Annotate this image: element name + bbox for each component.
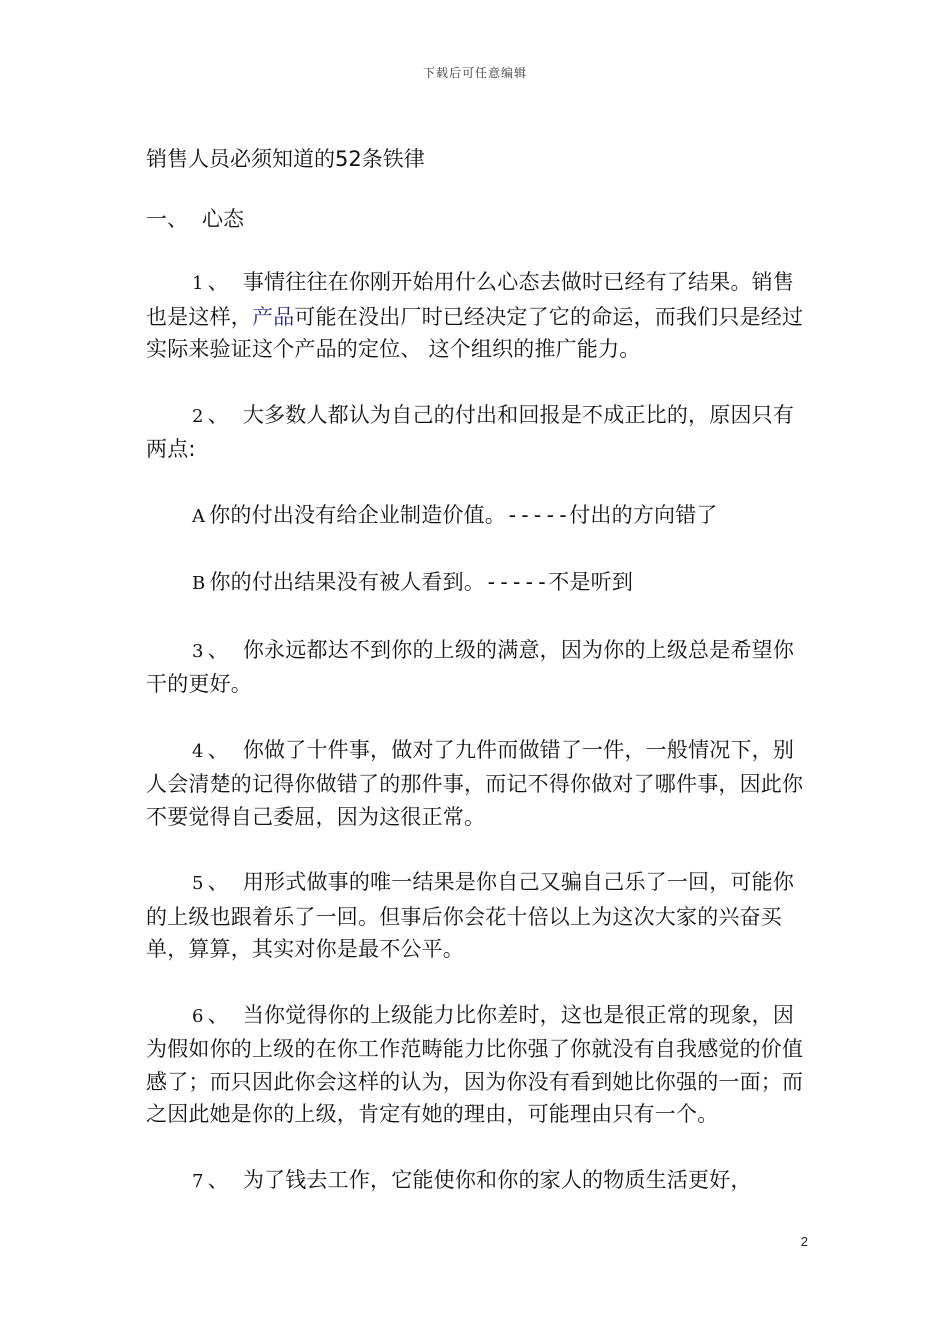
- rule-separator: 、: [207, 1002, 229, 1027]
- page-header: 下载后可任意编辑: [422, 66, 527, 80]
- rule-number: 5: [192, 873, 204, 894]
- rule-number: 7: [192, 1170, 204, 1192]
- point-label: B: [192, 573, 206, 594]
- rule-number: 6: [192, 1005, 204, 1027]
- rule-number: 1: [192, 273, 204, 294]
- rule-text-continued: 可能在没出厂时已经决定了它的命运，而我们只是经过实际来验证这个产品的定位、 这个组织的推广能力。: [146, 304, 804, 361]
- rule-separator: 、: [207, 1167, 229, 1192]
- point-dash: -----: [506, 502, 570, 527]
- rule-text: 当你觉得你的上级能力比你差时，这也是很正常的现象，因为假如你的上级的在你工作范畴能力比你强了你就没有自我感觉的价值感了；而只因此你会这样的认为，因为你没有看到她比你强的一面；而之因此她是你的上级，肯定有她的理由，可能理由只有一个。: [146, 1002, 804, 1126]
- rule-text: 你永远都达不到你的上级的满意，因为你的上级总是希望你干的更好。: [146, 637, 795, 696]
- section-heading: [146, 204, 806, 234]
- point-note: 不是听到: [548, 570, 634, 594]
- point-text: 你的付出结果没有被人看到。: [209, 570, 486, 594]
- rule-1: [146, 266, 806, 366]
- document-title: 销售人员必须知道的52条铁律: [146, 147, 425, 171]
- rule-number: 2: [192, 405, 204, 427]
- rule-text: 用形式做事的唯一结果是你自己又骗自己乐了一回，可能你的上级也跟着乐了一回。但事后你会花十倍以上为这次大家的兴奋买单，算算，其实对你是最不公平。: [146, 870, 795, 961]
- rule-separator: 、: [207, 637, 229, 662]
- section-number: 一、: [146, 207, 188, 231]
- rule-text: 事情往往在你刚开始用什么心态去做时已经有了结果。销售也是这样，: [146, 270, 795, 329]
- point-dash: -----: [485, 570, 549, 594]
- rule-7: [146, 1164, 806, 1199]
- rule-text: 你做了十件事，做对了九件而做错了一件，一般情况下，别人会清楚的记得你做错了的那件事，而记不得你做对了哪件事，因此你不要觉得自己委屈，因为这很正常。: [146, 737, 804, 829]
- rule-5: [146, 866, 806, 966]
- point-text: 你的付出没有给企业制造价值。: [209, 502, 507, 527]
- product-link[interactable]: 产品: [252, 304, 295, 329]
- rule-separator: 、: [207, 737, 229, 762]
- rule-3: [146, 634, 806, 701]
- rule-2: [146, 399, 806, 466]
- page-number: 2: [800, 1234, 808, 1249]
- rule-4: [146, 734, 806, 834]
- rule-text: 为了钱去工作，它能使你和你的家人的物质生活更好，: [242, 1167, 752, 1192]
- rule-2-point-b: [146, 566, 806, 601]
- point-note: 付出的方向错了: [569, 502, 718, 527]
- rule-number: 3: [192, 640, 204, 662]
- rule-number: 4: [192, 740, 204, 762]
- rule-6: [146, 999, 806, 1131]
- section-name: 心态: [202, 207, 244, 231]
- point-label: A: [192, 505, 206, 527]
- rule-2-point-a: [146, 499, 806, 534]
- rule-separator: 、: [207, 270, 229, 294]
- rule-text: 大多数人都认为自己的付出和回报是不成正比的，原因只有两点:: [146, 402, 795, 461]
- document-body: [146, 144, 806, 1231]
- rule-separator: 、: [207, 870, 229, 894]
- rule-separator: 、: [207, 402, 229, 427]
